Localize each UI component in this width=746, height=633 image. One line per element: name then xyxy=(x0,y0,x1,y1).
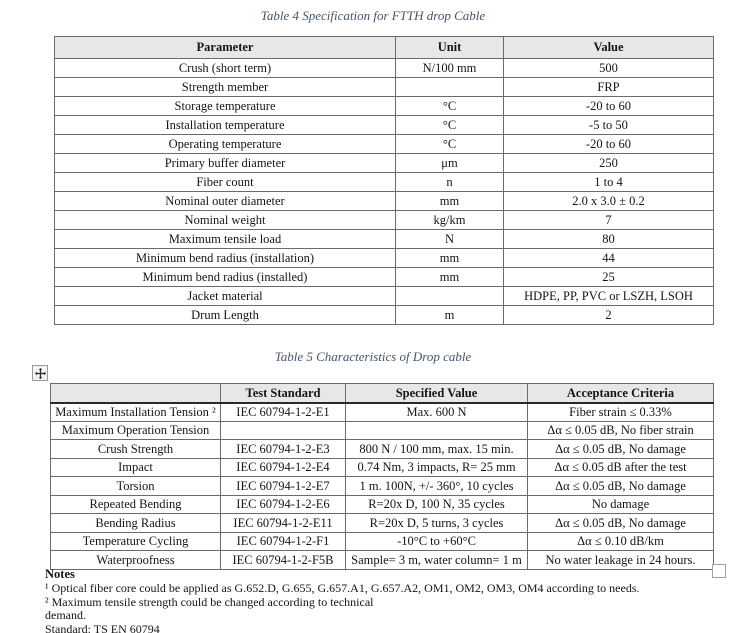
table-row xyxy=(55,135,714,154)
table-row xyxy=(51,421,714,440)
table-cell: 7 xyxy=(504,211,714,230)
table-cell: Δα ≤ 0.05 dB, No fiber strain xyxy=(528,421,714,440)
table-cell: 250 xyxy=(504,154,714,173)
table-cell: °C xyxy=(396,97,504,116)
note-line: demand. xyxy=(45,608,86,623)
notes-section xyxy=(45,568,710,633)
table-row xyxy=(55,287,714,306)
table-cell: Repeated Bending xyxy=(51,495,221,514)
table-cell: Minimum bend radius (installation) xyxy=(55,249,396,268)
table-cell: Crush (short term) xyxy=(55,59,396,78)
table-row xyxy=(51,440,714,459)
table-cell: Fiber count xyxy=(55,173,396,192)
table-cell: IEC 60794-1-2-F5B xyxy=(221,551,346,570)
table-row xyxy=(51,551,714,570)
table-cell: -10°C to +60°C xyxy=(346,532,528,551)
table-cell: n xyxy=(396,173,504,192)
table-move-handle[interactable] xyxy=(32,365,48,381)
table-cell: mm xyxy=(396,192,504,211)
table-row xyxy=(51,403,714,422)
table-cell: N xyxy=(396,230,504,249)
table-cell: IEC 60794-1-2-E6 xyxy=(221,495,346,514)
table4-body xyxy=(55,59,714,325)
column-header: Test Standard xyxy=(221,384,346,403)
table-cell: Minimum bend radius (installed) xyxy=(55,268,396,287)
table-cell: Sample= 3 m, water column= 1 m xyxy=(346,551,528,570)
table4-header xyxy=(55,37,714,59)
table-cell: Δα ≤ 0.05 dB, No damage xyxy=(528,477,714,496)
table-row xyxy=(55,230,714,249)
table-cell: Strength member xyxy=(55,78,396,97)
table-cell: No damage xyxy=(528,495,714,514)
column-header: Acceptance Criteria xyxy=(528,384,714,403)
table-cell: Maximum Operation Tension xyxy=(51,421,221,440)
table-cell: IEC 60794-1-2-E1 xyxy=(221,403,346,422)
table-cell: Jacket material xyxy=(55,287,396,306)
table-cell xyxy=(396,287,504,306)
table-cell: IEC 60794-1-2-F1 xyxy=(221,532,346,551)
table-cell: m xyxy=(396,306,504,325)
table-row xyxy=(51,514,714,533)
table-resize-handle[interactable] xyxy=(712,564,726,578)
table-cell: Waterproofness xyxy=(51,551,221,570)
table-cell: Maximum tensile load xyxy=(55,230,396,249)
table-row xyxy=(55,268,714,287)
column-header: Specified Value xyxy=(346,384,528,403)
table-cell: Δα ≤ 0.10 dB/km xyxy=(528,532,714,551)
table-cell: 1 to 4 xyxy=(504,173,714,192)
move-arrows-icon xyxy=(35,368,46,379)
table-cell: N/100 mm xyxy=(396,59,504,78)
table-cell: Max. 600 N xyxy=(346,403,528,422)
table-cell: FRP xyxy=(504,78,714,97)
table-cell xyxy=(346,421,528,440)
table5-caption: Table 5 Characteristics of Drop cable xyxy=(274,349,472,364)
table-cell xyxy=(221,421,346,440)
table-row xyxy=(55,97,714,116)
table-cell: 44 xyxy=(504,249,714,268)
column-header: Unit xyxy=(396,37,504,59)
table-cell: R=20x D, 100 N, 35 cycles xyxy=(346,495,528,514)
table-cell: Crush Strength xyxy=(51,440,221,459)
table-cell: Nominal weight xyxy=(55,211,396,230)
table-cell: Storage temperature xyxy=(55,97,396,116)
table5-drop-cable-characteristics xyxy=(50,383,714,570)
column-header: Value xyxy=(504,37,714,59)
table-cell: Δα ≤ 0.05 dB, No damage xyxy=(528,440,714,459)
header-row xyxy=(51,384,714,403)
notes-heading: Notes xyxy=(45,567,75,581)
table-row xyxy=(55,154,714,173)
table5-body xyxy=(51,403,714,570)
table-row xyxy=(51,458,714,477)
table-cell: μm xyxy=(396,154,504,173)
table4-ftth-spec xyxy=(54,36,714,325)
note-line: Standard: TS EN 60794 xyxy=(45,621,160,633)
table-cell: Nominal outer diameter xyxy=(55,192,396,211)
header-row xyxy=(55,37,714,59)
table-cell: Installation temperature xyxy=(55,116,396,135)
table-cell: mm xyxy=(396,268,504,287)
table-cell: IEC 60794-1-2-E7 xyxy=(221,477,346,496)
table-cell: Primary buffer diameter xyxy=(55,154,396,173)
table-cell: 80 xyxy=(504,230,714,249)
column-header: Parameter xyxy=(55,37,396,59)
table-cell: -20 to 60 xyxy=(504,135,714,154)
table-cell: Fiber strain ≤ 0.33% xyxy=(528,403,714,422)
table-row xyxy=(55,192,714,211)
table-row xyxy=(51,532,714,551)
table-row xyxy=(55,78,714,97)
table-cell: 2 xyxy=(504,306,714,325)
table-cell: Torsion xyxy=(51,477,221,496)
table-cell: 1 m. 100N, +/- 360°, 10 cycles xyxy=(346,477,528,496)
table-cell: °C xyxy=(396,116,504,135)
table-cell: Impact xyxy=(51,458,221,477)
table-cell: HDPE, PP, PVC or LSZH, LSOH xyxy=(504,287,714,306)
column-header xyxy=(51,384,221,403)
table-row xyxy=(55,249,714,268)
table-cell: IEC 60794-1-2-E3 xyxy=(221,440,346,459)
table5-header xyxy=(51,384,714,403)
table-cell: kg/km xyxy=(396,211,504,230)
table-cell: 0.74 Nm, 3 impacts, R= 25 mm xyxy=(346,458,528,477)
table-cell: mm xyxy=(396,249,504,268)
table-cell: °C xyxy=(396,135,504,154)
table-row xyxy=(55,211,714,230)
table-cell: 25 xyxy=(504,268,714,287)
table-cell: Bending Radius xyxy=(51,514,221,533)
table-cell: Temperature Cycling xyxy=(51,532,221,551)
table-cell: -5 to 50 xyxy=(504,116,714,135)
table-row xyxy=(51,477,714,496)
table-cell: IEC 60794-1-2-E11 xyxy=(221,514,346,533)
table-row xyxy=(55,116,714,135)
table-row xyxy=(55,59,714,78)
note-line: ² Maximum tensile strength could be changed according to technical xyxy=(45,594,374,609)
note-line: ¹ Optical fiber core could be applied as G.652.D, G.655, G.657.A1, G.657.A2, OM1, OM2, OM3, OM4 according to needs. xyxy=(45,581,640,596)
table-cell: 2.0 x 3.0 ± 0.2 xyxy=(504,192,714,211)
notes-lines xyxy=(45,582,710,633)
table-cell xyxy=(396,78,504,97)
table-cell: No water leakage in 24 hours. xyxy=(528,551,714,570)
table-cell: Drum Length xyxy=(55,306,396,325)
table-cell: Operating temperature xyxy=(55,135,396,154)
table-cell: Maximum Installation Tension ² xyxy=(51,403,221,422)
table-cell: 500 xyxy=(504,59,714,78)
table-cell: -20 to 60 xyxy=(504,97,714,116)
table-cell: IEC 60794-1-2-E4 xyxy=(221,458,346,477)
table-row xyxy=(51,495,714,514)
table-cell: R=20x D, 5 turns, 3 cycles xyxy=(346,514,528,533)
table-cell: Δα ≤ 0.05 dB after the test xyxy=(528,458,714,477)
table-cell: 800 N / 100 mm, max. 15 min. xyxy=(346,440,528,459)
table-row xyxy=(55,306,714,325)
table-row xyxy=(55,173,714,192)
table4-caption: Table 4 Specification for FTTH drop Cable xyxy=(260,8,486,23)
table-cell: Δα ≤ 0.05 dB, No damage xyxy=(528,514,714,533)
